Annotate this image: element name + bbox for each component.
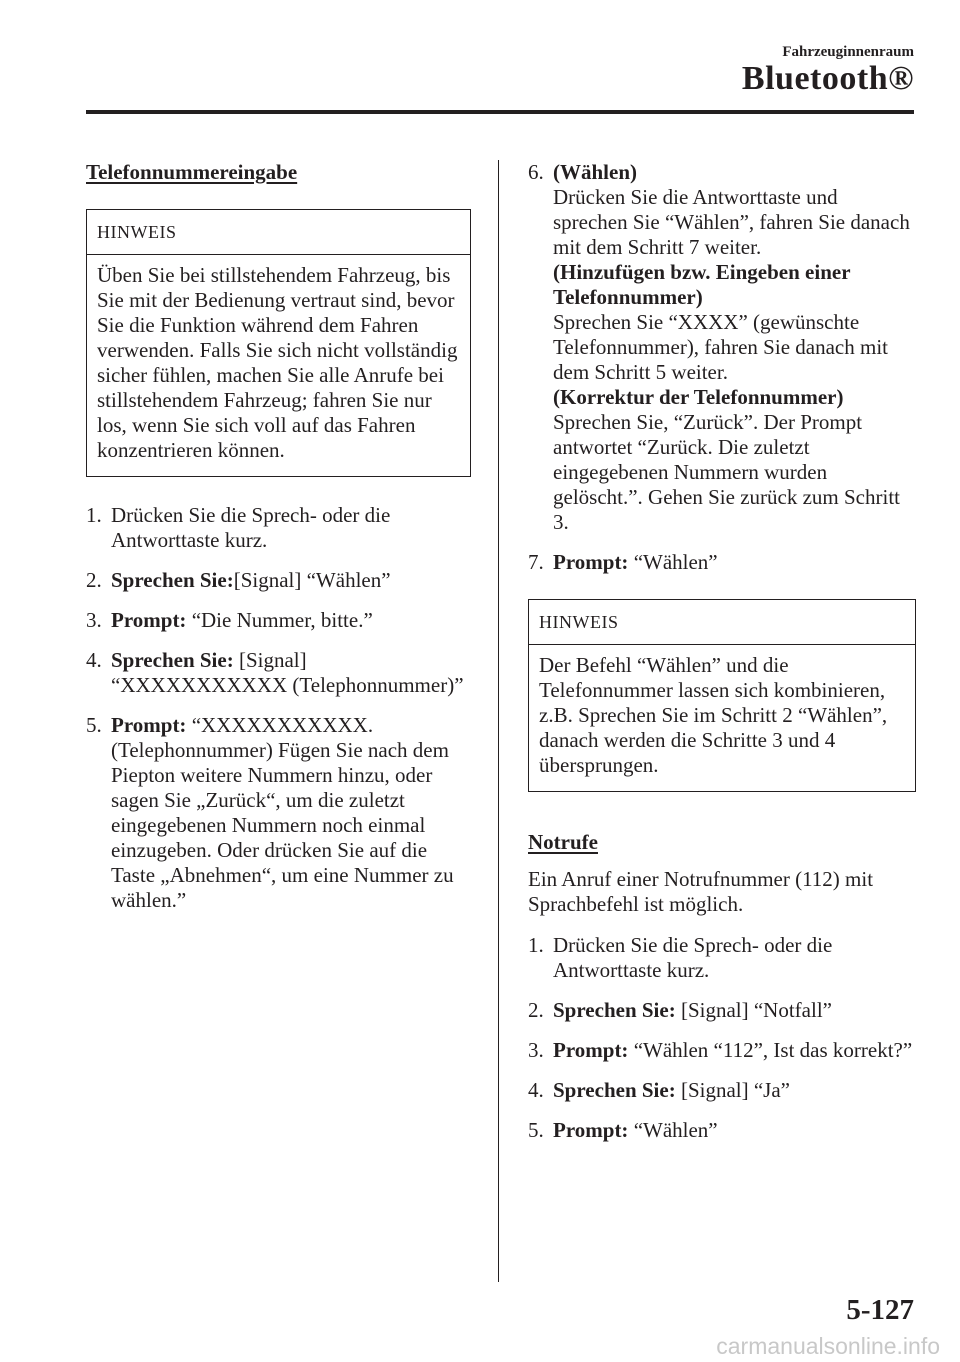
step-item: [528, 1038, 916, 1063]
step-number: 2.: [528, 998, 544, 1022]
step-body: “Die Nummer, bitte.”: [186, 608, 373, 632]
step-text: [553, 998, 916, 1023]
step-keyword: Sprechen Sie:: [111, 648, 234, 672]
step-body: “Wählen “112”, Ist das korrekt?”: [628, 1038, 913, 1062]
step-keyword: Prompt:: [111, 608, 187, 632]
right-column: [528, 160, 916, 1158]
step-number: 3.: [86, 608, 102, 632]
step-number: 4.: [528, 1078, 544, 1102]
step-keyword: Sprechen Sie:: [553, 1078, 676, 1102]
note-box: [528, 599, 916, 792]
left-column: [86, 160, 471, 928]
step-keyword: Prompt:: [111, 713, 187, 737]
step-body: [Signal] “Wählen”: [233, 568, 391, 592]
step-subtitle: (Hinzufügen bzw. Eingeben einer Telefonnummer): [553, 260, 851, 309]
step-body: [Signal] “Notfall”: [675, 998, 832, 1022]
step-keyword: Sprechen Sie:: [111, 568, 234, 592]
step-text: [111, 503, 471, 553]
step-number: 3.: [528, 1038, 544, 1062]
emergency-intro: Ein Anruf einer Notrufnummer (112) mit Sprachbefehl ist möglich.: [528, 867, 874, 916]
step-number: 2.: [86, 568, 102, 592]
step-item: [528, 1118, 916, 1143]
step-number: 6.: [528, 160, 544, 184]
step-item: [528, 998, 916, 1023]
step-body: Drücken Sie die Sprech- oder die Antworttaste kurz.: [111, 503, 391, 552]
step-body: Sprechen Sie, “Zurück”. Der Prompt antwortet “Zurück. Die zuletzt eingegebenen Nummern wurden gelöscht.”. Gehen Sie zurück zum Schritt 3.: [553, 410, 900, 534]
step-item: [86, 713, 471, 913]
step-text: [553, 1078, 916, 1103]
note-label: HINWEIS: [87, 210, 470, 255]
step-text: [553, 1118, 916, 1143]
step-keyword: Prompt:: [553, 1118, 629, 1142]
step-number: 1.: [86, 503, 102, 527]
step-body: “XXXXXXXXXXX. (Telephonnummer) Fügen Sie nach dem Piepton weitere Nummern hinzu, oder sagen Sie „Zurück“, um die zuletzt eingegebenen Nummern noch einmal einzugeben. Oder drücken Sie auf die Taste „Abnehmen“, um eine Nummer zu wählen.”: [111, 713, 454, 912]
step-body: “Wählen”: [628, 1118, 718, 1142]
note-box: [86, 209, 471, 477]
phone-number-entry-heading: Telefonnummereingabe: [86, 160, 298, 184]
note-text: Üben Sie bei stillstehendem Fahrzeug, bis Sie mit der Bedienung vertraut sind, bevor Sie die Funktion während dem Fahren verwenden. Falls Sie sich nicht vollständig sicher fühlen, machen Sie alle Anrufe bei stillstehendem Fahrzeug; fahren Sie nur los, wenn Sie sich voll auf das Fahren konzentrieren können.: [97, 263, 458, 462]
step-item: [86, 568, 471, 593]
step-item: [528, 933, 916, 983]
step-keyword: Sprechen Sie:: [553, 998, 676, 1022]
step-number: 5.: [86, 713, 102, 737]
step-body: “Wählen”: [628, 550, 718, 574]
step-text: [553, 160, 916, 535]
step-text: [553, 933, 916, 983]
note-text: Der Befehl “Wählen” und die Telefonnummer lassen sich kombinieren, z.B. Sprechen Sie im Schritt 2 “Wählen”, danach werden die Schritte 3 und 4 übersprungen.: [539, 653, 888, 777]
step-text: [553, 550, 916, 575]
emergency-calls-heading: Notrufe: [528, 830, 598, 854]
page-title: Bluetooth®: [741, 60, 914, 97]
step-item: [528, 550, 916, 575]
step-item: [86, 503, 471, 553]
step-number: 7.: [528, 550, 544, 574]
note-label: HINWEIS: [529, 600, 915, 645]
step-subtitle: (Korrektur der Telefonnummer): [553, 385, 844, 409]
step-body: [Signal] “XXXXXXXXXXX (Telephonnummer)”: [111, 648, 464, 697]
step-item: [86, 648, 471, 698]
step-body: [Signal] “Ja”: [675, 1078, 790, 1102]
step-body: Drücken Sie die Antworttaste und sprechen Sie “Wählen”, fahren Sie danach mit dem Schritt 7 weiter.: [553, 185, 910, 259]
step-subtitle: (Wählen): [553, 160, 637, 184]
step-text: [111, 648, 471, 698]
header-rule: [86, 110, 914, 114]
step-keyword: Prompt:: [553, 1038, 629, 1062]
step-text: [111, 568, 471, 593]
step-number: 1.: [528, 933, 544, 957]
step-number: 4.: [86, 648, 102, 672]
step-item: [528, 1078, 916, 1103]
column-divider: [498, 160, 499, 1282]
step-item-dial: [528, 160, 916, 535]
watermark: carmanualsonline.info: [716, 1333, 940, 1359]
step-keyword: Prompt:: [553, 550, 629, 574]
section-label: Fahrzeuginnenraum: [782, 44, 914, 60]
step-text: [553, 1038, 916, 1063]
step-number: 5.: [528, 1118, 544, 1142]
step-text: [111, 608, 471, 633]
page-number: 5-127: [846, 1294, 914, 1326]
step-item: [86, 608, 471, 633]
step-body: Sprechen Sie “XXXX” (gewünschte Telefonnummer), fahren Sie danach mit dem Schritt 5 weiter.: [553, 310, 888, 384]
step-text: [111, 713, 471, 913]
step-body: Drücken Sie die Sprech- oder die Antworttaste kurz.: [553, 933, 833, 982]
